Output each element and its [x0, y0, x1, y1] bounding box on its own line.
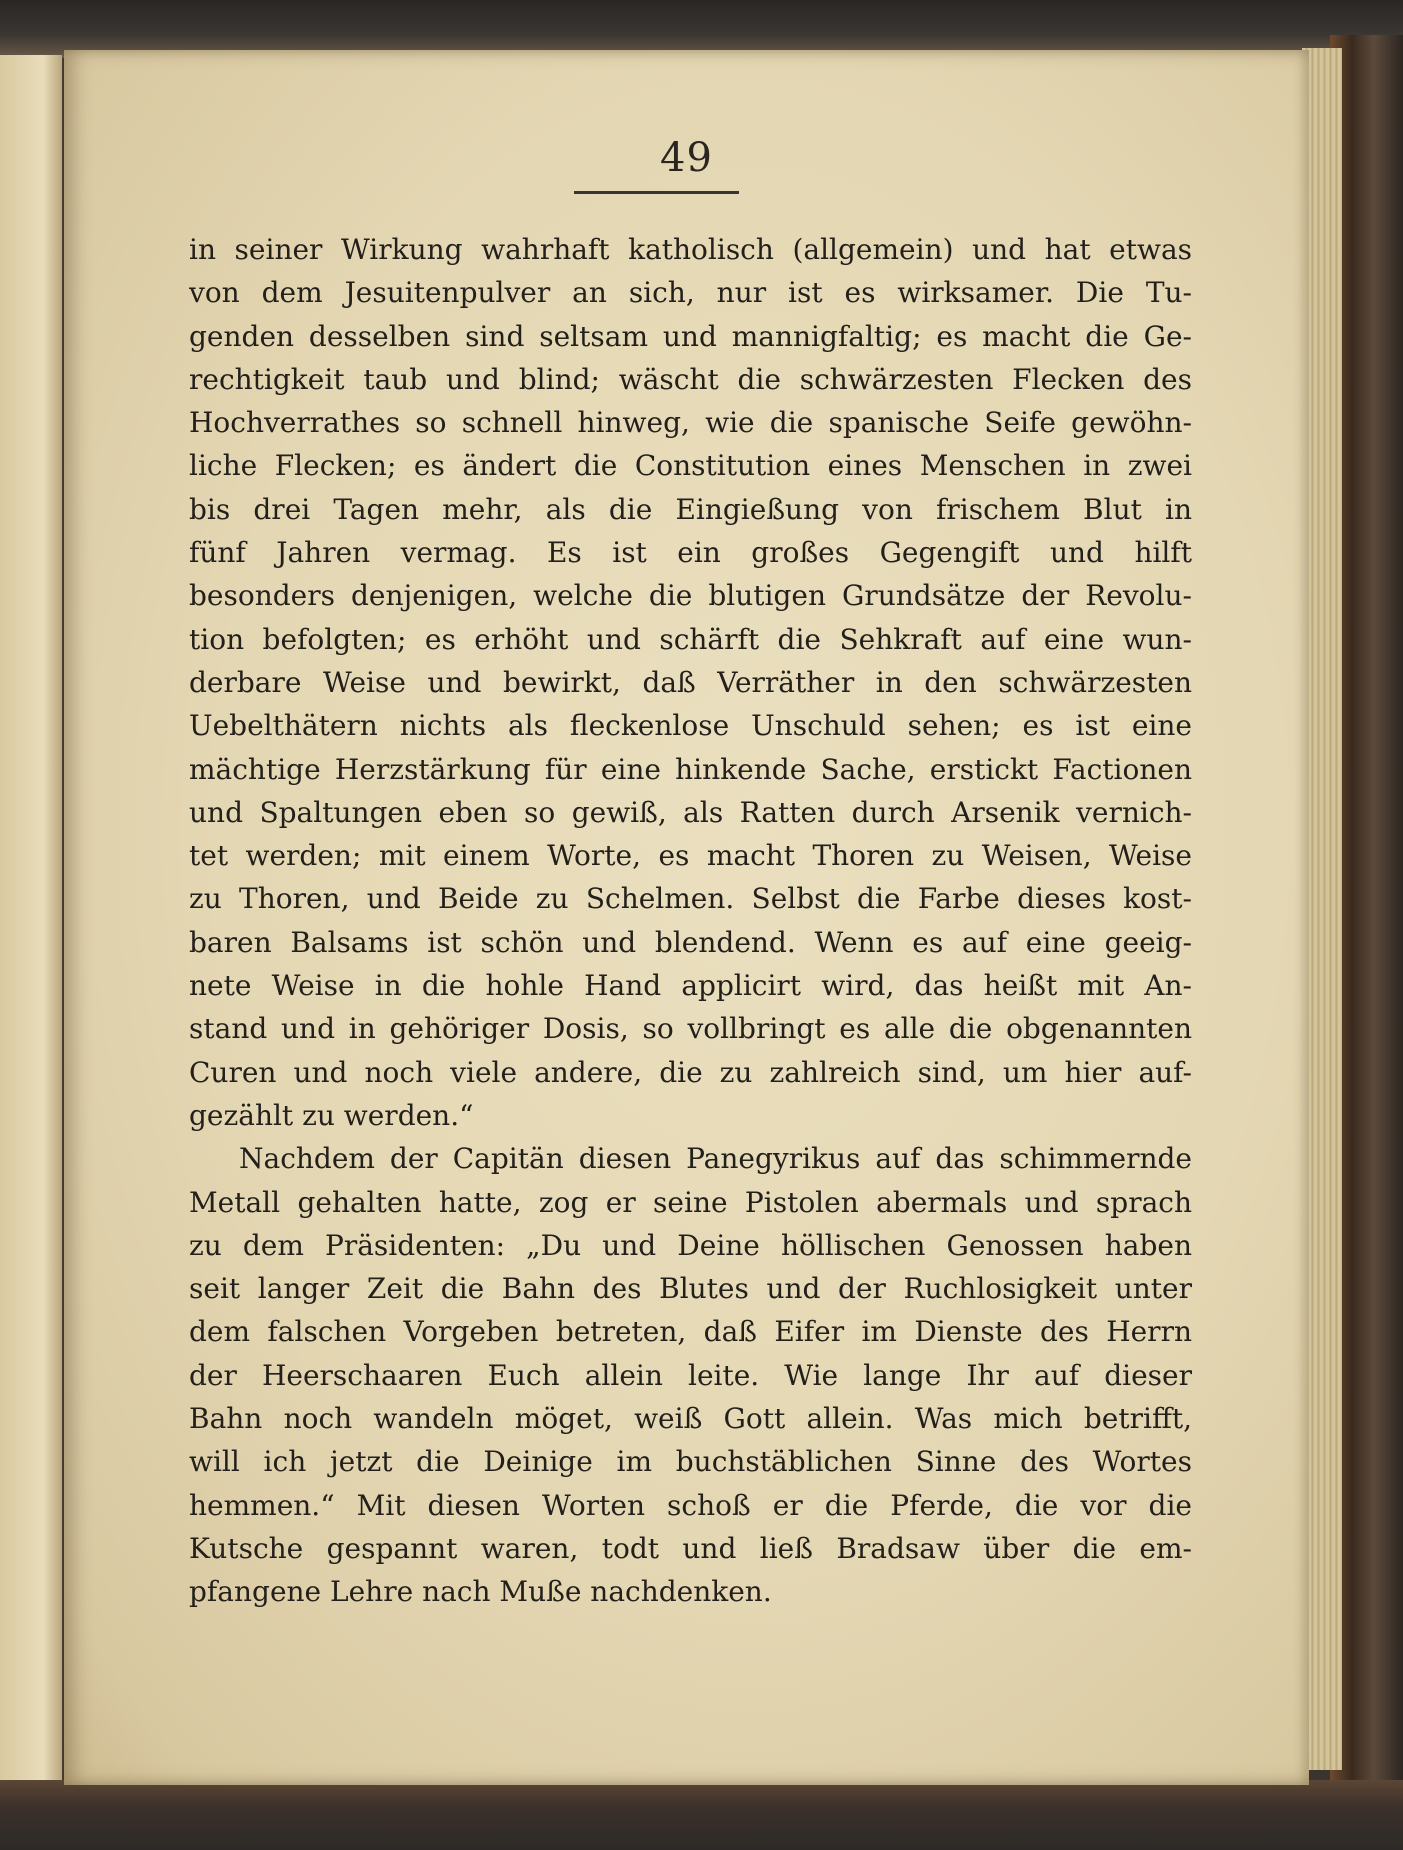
text-line: will ich jetzt die Deinige im buchstäblichen Sinne des Wortes: [189, 1445, 1192, 1479]
header-rule: [574, 191, 739, 194]
page-body-text: [189, 228, 1192, 1614]
text-line: nete Weise in die hohle Hand applicirt wird, das heißt mit An-: [189, 969, 1192, 1003]
text-line: derbare Weise und bewirkt, daß Verräther in den schwärzesten: [189, 665, 1192, 699]
text-line: baren Balsams ist schön und blendend. Wenn es auf eine geeig-: [189, 925, 1192, 959]
text-line: Curen und noch viele andere, die zu zahlreich sind, um hier auf-: [189, 1055, 1192, 1089]
text-line: zu Thoren, und Beide zu Schelmen. Selbst die Farbe dieses kost-: [189, 882, 1192, 916]
text-line: und Spaltungen eben so gewiß, als Ratten durch Arsenik vernich-: [189, 795, 1192, 829]
text-line: Nachdem der Capitän diesen Panegyrikus auf das schimmernde: [239, 1142, 1192, 1176]
text-line: Metall gehalten hatte, zog er seine Pistolen abermals und sprach: [189, 1185, 1192, 1219]
text-line: Hochverrathes so schnell hinweg, wie die spanische Seife gewöhn-: [189, 406, 1192, 440]
text-line: rechtigkeit taub und blind; wäscht die schwärzesten Flecken des: [189, 362, 1192, 396]
book-page: [64, 50, 1309, 1785]
text-line: genden desselben sind seltsam und mannigfaltig; es macht die Ge-: [189, 319, 1192, 353]
text-line: bis drei Tagen mehr, als die Eingießung von frischem Blut in: [189, 492, 1192, 526]
facing-page-edge: [0, 55, 62, 1795]
text-line: hemmen.“ Mit diesen Worten schoß er die Pferde, die vor die: [189, 1488, 1192, 1522]
page-number: 49: [660, 135, 713, 181]
text-line: besonders denjenigen, welche die blutigen Grundsätze der Revolu-: [189, 579, 1192, 613]
text-line: seit langer Zeit die Bahn des Blutes und der Ruchlosigkeit unter: [189, 1272, 1192, 1306]
text-line: tet werden; mit einem Worte, es macht Thoren zu Weisen, Weise: [189, 839, 1192, 873]
text-line: stand und in gehöriger Dosis, so vollbringt es alle die obgenannten: [189, 1012, 1192, 1046]
text-line: mächtige Herzstärkung für eine hinkende Sache, erstickt Factionen: [189, 752, 1192, 786]
text-line: der Heerschaaren Euch allein leite. Wie lange Ihr auf dieser: [189, 1358, 1192, 1392]
text-line: tion befolgten; es erhöht und schärft die Sehkraft auf eine wun-: [189, 622, 1192, 656]
text-line: dem falschen Vorgeben betreten, daß Eifer im Dienste des Herrn: [189, 1315, 1192, 1349]
text-line: fünf Jahren vermag. Es ist ein großes Gegengift und hilft: [189, 536, 1192, 570]
text-line: Bahn noch wandeln möget, weiß Gott allein. Was mich betrifft,: [189, 1402, 1192, 1436]
text-line: Uebelthätern nichts als fleckenlose Unschuld sehen; es ist eine: [189, 709, 1192, 743]
text-line: pfangene Lehre nach Muße nachdenken.: [189, 1575, 772, 1609]
text-line: liche Flecken; es ändert die Constitution eines Menschen in zwei: [189, 449, 1192, 483]
text-line: Kutsche gespannt waren, todt und ließ Bradsaw über die em-: [189, 1531, 1192, 1565]
text-line: in seiner Wirkung wahrhaft katholisch (allgemein) und hat etwas: [189, 233, 1192, 266]
text-line: von dem Jesuitenpulver an sich, nur ist es wirksamer. Die Tu-: [189, 276, 1192, 310]
text-line: gezählt zu werden.“: [189, 1098, 474, 1132]
text-line: zu dem Präsidenten: „Du und Deine höllischen Genossen haben: [189, 1228, 1192, 1262]
book-bottom-edge: [0, 1780, 1403, 1850]
